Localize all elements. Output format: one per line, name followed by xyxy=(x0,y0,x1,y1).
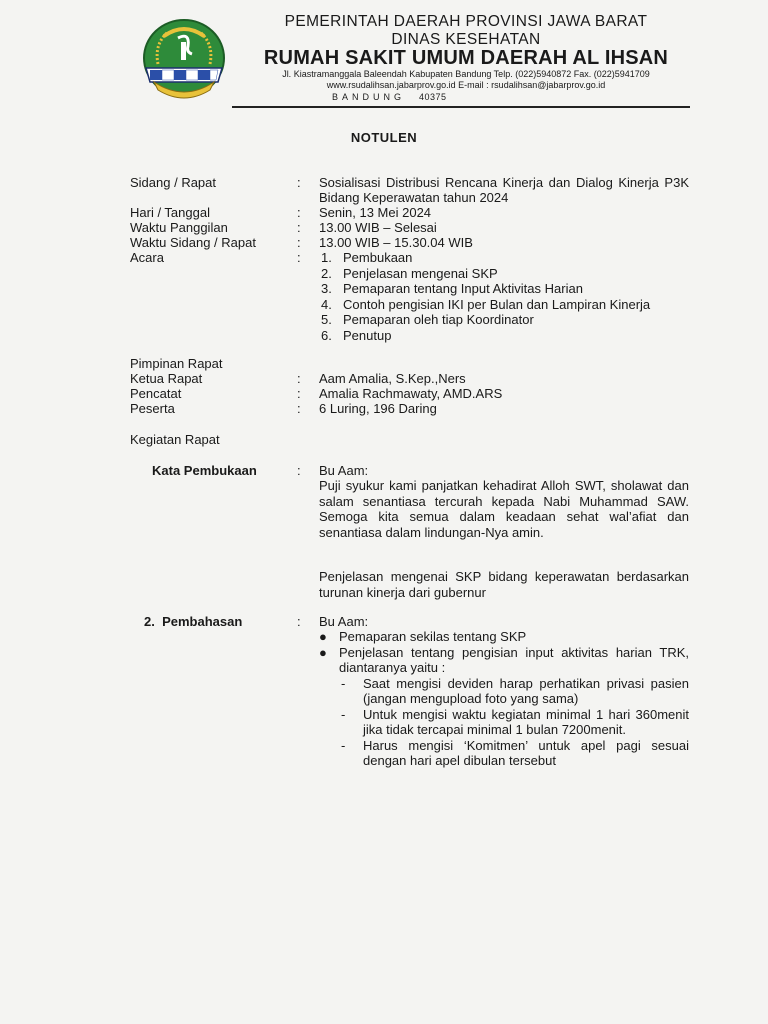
agenda-item xyxy=(319,297,689,313)
pembukaan-label: Kata Pembukaan xyxy=(152,463,257,478)
agenda-item xyxy=(319,250,689,266)
agenda-item xyxy=(319,281,689,297)
agenda-text: Pembukaan xyxy=(343,250,413,265)
pembahasan-number: 2. xyxy=(144,614,155,629)
bullet-dot-icon: ● xyxy=(319,629,327,644)
peserta-label: Peserta xyxy=(130,401,175,416)
dash-item xyxy=(339,738,689,769)
agenda-number: 4. xyxy=(321,296,332,312)
agenda-item xyxy=(319,266,689,282)
bullet-dot-icon: ● xyxy=(319,644,327,660)
panggilan-label: Waktu Panggilan xyxy=(130,220,228,235)
agenda-list xyxy=(319,250,689,343)
agenda-item xyxy=(319,312,689,328)
ketua-label: Ketua Rapat xyxy=(130,371,203,386)
bullet-item xyxy=(319,629,689,645)
postal-code: 40375 xyxy=(419,92,447,102)
city-name: BANDUNG xyxy=(332,92,406,102)
pencatat-value: Amalia Rachmawaty, AMD.ARS xyxy=(319,386,503,401)
waktu-sidang-label: Waktu Sidang / Rapat xyxy=(130,235,256,250)
colon: : xyxy=(297,386,301,401)
colon: : xyxy=(297,220,301,235)
ketua-value: Aam Amalia, S.Kep.,Ners xyxy=(319,371,466,386)
dash-marker: - xyxy=(341,706,346,722)
agenda-text: Pemaparan tentang Input Aktivitas Harian xyxy=(343,281,583,296)
acara-label: Acara xyxy=(130,250,164,265)
agenda-item xyxy=(319,328,689,344)
colon: : xyxy=(297,371,301,386)
dash-marker: - xyxy=(341,737,346,753)
agenda-number: 1. xyxy=(321,250,332,265)
kegiatan-label: Kegiatan Rapat xyxy=(130,432,220,447)
waktu-sidang-value: 13.00 WIB – 15.30.04 WIB xyxy=(319,235,473,250)
pembukaan-speaker: Bu Aam: xyxy=(319,463,369,478)
colon: : xyxy=(297,235,301,250)
letterhead-address: Jl. Kiastramanggala Baleendah Kabupaten Bandung Telp. (022)5940872 Fax. (022)5941709 xyxy=(282,69,650,79)
pembahasan-bullet-list xyxy=(319,629,689,769)
letterhead-hospital-name: RUMAH SAKIT UMUM DAERAH AL IHSAN xyxy=(263,47,669,69)
agenda-text: Pemaparan oleh tiap Koordinator xyxy=(343,312,534,327)
agenda-number: 6. xyxy=(321,327,332,343)
pembukaan-paragraph-2: Penjelasan mengenai SKP bidang keperawatan berdasarkan turunan kinerja dari gubernur xyxy=(319,569,689,600)
bullet-text: Pemaparan sekilas tentang SKP xyxy=(339,629,527,644)
pencatat-label: Pencatat xyxy=(130,386,182,401)
pembukaan-paragraph-1: Puji syukur kami panjatkan kehadirat Alloh SWT, sholawat dan salam senantiasa tercurah kepada Nabi Muhammad SAW. Semoga kita semua dalam keadaan sehat wal’afiat dan senantiasa dalam lindungan-Nya amin. xyxy=(319,478,689,540)
colon: : xyxy=(297,401,301,416)
hari-label: Hari / Tanggal xyxy=(130,205,210,220)
sidang-value: Sosialisasi Distribusi Rencana Kinerja dan Dialog Kinerja P3K Bidang Keperawatan tahun 2024 xyxy=(319,175,689,205)
pembahasan-text: Pembahasan xyxy=(162,614,243,629)
letterhead-city xyxy=(332,92,447,102)
document-title: NOTULEN xyxy=(350,130,418,145)
colon: : xyxy=(297,614,301,629)
letterhead-divider xyxy=(232,106,690,108)
agenda-number: 3. xyxy=(321,281,332,296)
hari-value: Senin, 13 Mei 2024 xyxy=(319,205,432,220)
pembahasan-speaker: Bu Aam: xyxy=(319,614,369,629)
colon: : xyxy=(297,205,301,220)
agenda-text: Penjelasan mengenai SKP xyxy=(343,265,498,281)
sidang-label: Sidang / Rapat xyxy=(130,175,217,190)
agenda-number: 2. xyxy=(321,265,332,281)
letterhead-government: PEMERINTAH DAERAH PROVINSI JAWA BARAT xyxy=(284,13,648,30)
agenda-number: 5. xyxy=(321,312,332,327)
pembahasan-label xyxy=(144,614,242,629)
dash-list xyxy=(319,676,689,769)
agenda-text: Penutup xyxy=(343,327,392,343)
letterhead-department: DINAS KESEHATAN xyxy=(391,31,541,48)
west-java-emblem-logo xyxy=(140,18,228,102)
agenda-text: Contoh pengisian IKI per Bulan dan Lampiran Kinerja xyxy=(343,296,651,312)
dash-marker: - xyxy=(341,675,346,691)
panggilan-value: 13.00 WIB – Selesai xyxy=(319,220,437,235)
dash-text: Harus mengisi ‘Komitmen’ untuk apel pagi sesuai dengan hari apel dibulan tersebut xyxy=(363,737,689,768)
dash-item xyxy=(339,676,689,707)
dash-item xyxy=(339,707,689,738)
colon: : xyxy=(297,250,301,265)
colon: : xyxy=(297,463,301,478)
bullet-text: Penjelasan tentang pengisian input aktivitas harian TRK, diantaranya yaitu : xyxy=(339,644,689,675)
dash-text: Saat mengisi deviden harap perhatikan privasi pasien (jangan mengupload foto yang sama) xyxy=(363,675,689,706)
colon: : xyxy=(297,175,301,190)
bullet-item xyxy=(319,645,689,676)
pimpinan-label: Pimpinan Rapat xyxy=(130,356,223,371)
peserta-value: 6 Luring, 196 Daring xyxy=(319,401,437,416)
dash-text: Untuk mengisi waktu kegiatan minimal 1 hari 360menit jika tidak tercapai minimal 1 bulan 7200menit. xyxy=(363,706,689,737)
letterhead-web-email: www.rsudalihsan.jabarprov.go.id E-mail : rsudalihsan@jabarprov.go.id xyxy=(326,80,606,90)
